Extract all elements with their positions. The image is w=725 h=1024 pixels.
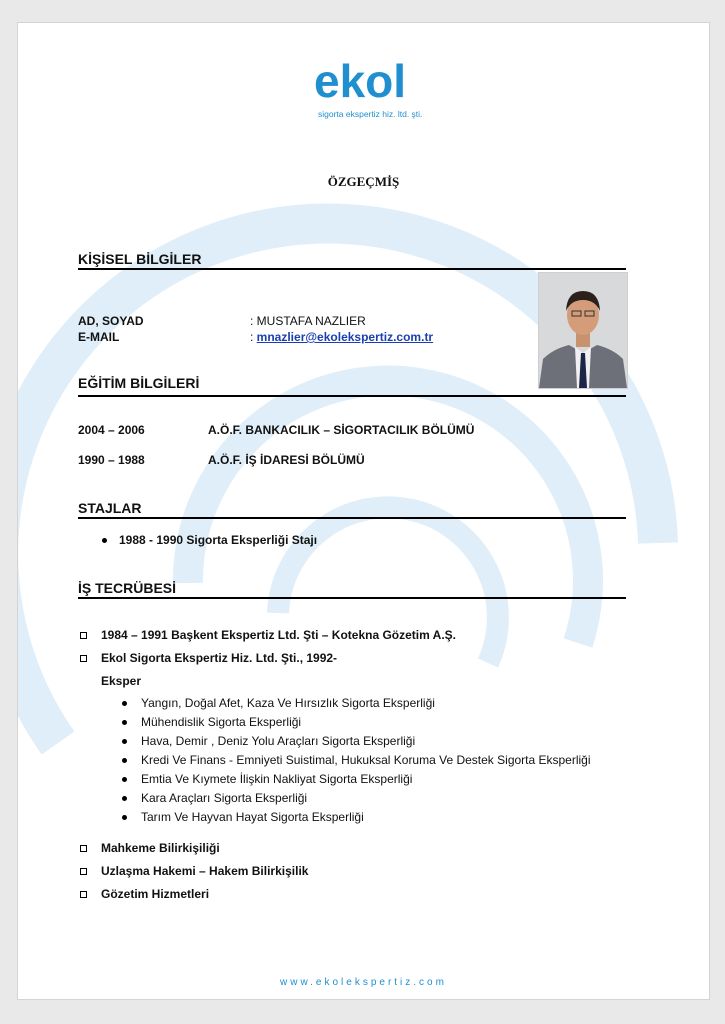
checkbox-bullet-icon [80,632,87,639]
bullet-icon [102,538,107,543]
bullet-icon [122,815,127,820]
duties-list [122,696,591,829]
bullet-icon [122,701,127,706]
job-item: 1984 – 1991 Başkent Ekspertiz Ltd. Şti – Kotekna Gözetim A.Ş. [80,628,456,642]
duty-item: Hava, Demir , Deniz Yolu Araçları Sigorta Eksperliği [122,734,591,753]
document-title: ÖZGEÇMİŞ [327,174,400,189]
education-school: A.Ö.F. BANKACILIK – SİGORTACILIK BÖLÜMÜ [208,423,475,437]
bullet-icon [122,720,127,725]
section-experience-heading: İŞ TECRÜBESİ [78,580,177,596]
checkbox-bullet-icon [80,655,87,662]
name-value: : MUSTAFA NAZLIER [250,314,366,328]
logo-text: ekol [314,55,407,107]
bullet-icon [122,796,127,801]
email-label: E-MAIL [78,330,120,344]
duty-item: Emtia Ve Kıymete İlişkin Nakliyat Sigorta Eksperliği [122,772,591,791]
cv-page [17,22,710,1000]
section-divider [78,268,626,270]
duty-item: Kredi Ve Finans - Emniyeti Suistimal, Hukuksal Koruma Ve Destek Sigorta Eksperliği [122,753,591,772]
section-divider [78,597,626,599]
duty-item: Kara Araçları Sigorta Eksperliği [122,791,591,810]
footer-website[interactable]: www.ekolekspertiz.com [280,977,447,988]
bullet-icon [122,758,127,763]
job-role: Eksper [101,674,142,688]
checkbox-bullet-icon [80,891,87,898]
logo-mark [314,53,434,109]
education-years: 2004 – 2006 [78,423,145,437]
profile-photo [538,272,628,389]
section-divider [78,517,626,519]
education-years: 1990 – 1988 [78,453,145,467]
extra-item: Uzlaşma Hakemi – Hakem Bilirkişilik [80,864,308,878]
duty-item: Yangın, Doğal Afet, Kaza Ve Hırsızlık Sigorta Eksperliği [122,696,591,715]
job-item: Ekol Sigorta Ekspertiz Hiz. Ltd. Şti., 1992- [80,651,337,665]
logo-tagline: sigorta ekspertiz hiz. ltd. şti. [318,109,423,119]
bullet-icon [122,777,127,782]
company-logo [314,53,434,133]
email-link[interactable]: mnazlier@ekolekspertiz.com.tr [256,330,434,344]
checkbox-bullet-icon [80,868,87,875]
email-row [250,330,433,344]
section-personal-heading: KİŞİSEL BİLGİLER [78,251,202,267]
name-label: AD, SOYAD [78,314,144,328]
bullet-icon [122,739,127,744]
section-education-heading: EĞİTİM BİLGİLERİ [78,375,200,391]
section-internships-heading: STAJLAR [78,500,142,516]
checkbox-bullet-icon [80,845,87,852]
email-prefix: : [250,330,257,344]
duty-item: Mühendislik Sigorta Eksperliği [122,715,591,734]
internship-item: 1988 - 1990 Sigorta Eksperliği Stajı [102,533,317,547]
extra-item: Mahkeme Bilirkişiliği [80,841,220,855]
duty-item: Tarım Ve Hayvan Hayat Sigorta Eksperliği [122,810,591,829]
education-school: A.Ö.F. İŞ İDARESİ BÖLÜMÜ [208,453,365,467]
section-divider [78,395,626,397]
extra-item: Gözetim Hizmetleri [80,887,209,901]
